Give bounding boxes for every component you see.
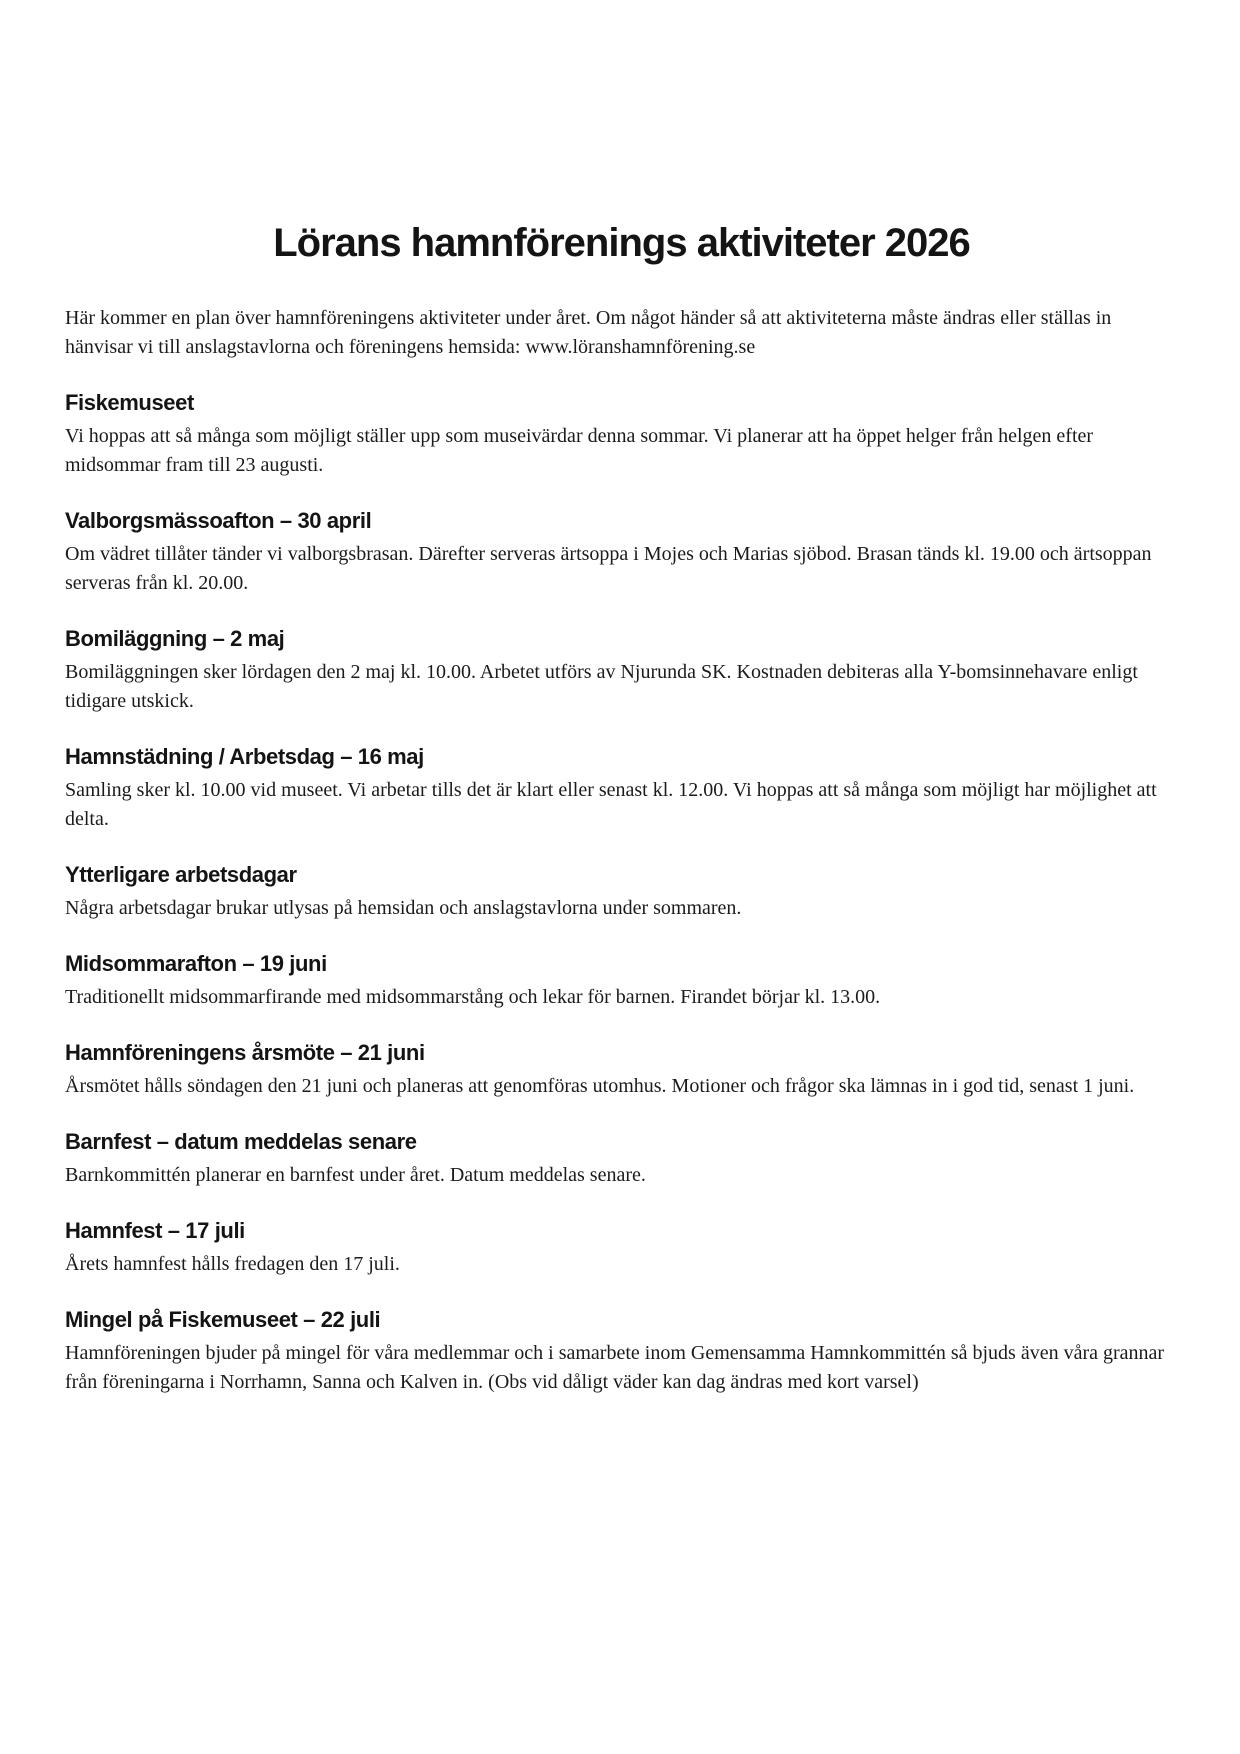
section-body: Hamnföreningen bjuder på mingel för våra medlemmar och i samarbete inom Gemensamma Hamnkommittén så bjuds även våra grannar från föreningarna i Norrhamn, Sanna och Kalven in. (Obs vid dåligt väder kan dag ändras med kort varsel) xyxy=(65,1342,1165,1393)
section-body: Traditionellt midsommarfirande med midsommarstång och lekar för barnen. Firandet börjar kl. 13.00. xyxy=(65,986,881,1008)
section-hamnstadning-arbetsdag xyxy=(65,742,1178,834)
section-body: Barnkommittén planerar en barnfest under året. Datum meddelas senare. xyxy=(65,1164,646,1186)
section-heading: Bomiläggning – 2 maj xyxy=(65,626,285,651)
section-barnfest xyxy=(65,1127,1178,1190)
section-valborgsmassoafton xyxy=(65,506,1178,598)
section-midsommarafton xyxy=(65,949,1178,1012)
section-heading: Ytterligare arbetsdagar xyxy=(65,862,297,887)
page-title: Lörans hamnförenings aktiviteter 2026 xyxy=(273,221,970,265)
section-hamnfest xyxy=(65,1216,1178,1279)
section-body: Bomiläggningen sker lördagen den 2 maj kl. 10.00. Arbetet utförs av Njurunda SK. Kostnaden debiteras alla Y-bomsinnehavare enligt tidigare utskick. xyxy=(65,661,1138,712)
section-body: Samling sker kl. 10.00 vid museet. Vi arbetar tills det är klart eller senast kl. 12.00. Vi hoppas att så många som möjligt har möjlighet att delta. xyxy=(65,779,1157,830)
section-arsmote xyxy=(65,1038,1178,1101)
section-heading: Hamnfest – 17 juli xyxy=(65,1218,245,1243)
section-heading: Barnfest – datum meddelas senare xyxy=(65,1129,417,1154)
section-body: Om vädret tillåter tänder vi valborgsbrasan. Därefter serveras ärtsoppa i Mojes och Marias sjöbod. Brasan tänds kl. 19.00 och ärtsoppan serveras från kl. 20.00. xyxy=(65,543,1152,594)
section-ytterligare-arbetsdagar xyxy=(65,860,1178,923)
section-body: Årets hamnfest hålls fredagen den 17 juli. xyxy=(65,1253,400,1275)
section-fiskemuseet xyxy=(65,388,1178,480)
section-heading: Hamnföreningens årsmöte – 21 juni xyxy=(65,1040,425,1065)
section-mingel-fiskemuseet xyxy=(65,1305,1178,1397)
section-heading: Midsommarafton – 19 juni xyxy=(65,951,327,976)
section-body: Årsmötet hålls söndagen den 21 juni och planeras att genomföras utomhus. Motioner och frågor ska lämnas in i god tid, senast 1 juni. xyxy=(65,1075,1135,1097)
section-heading: Hamnstädning / Arbetsdag – 16 maj xyxy=(65,744,424,769)
section-heading: Valborgsmässoafton – 30 april xyxy=(65,508,372,533)
section-body: Några arbetsdagar brukar utlysas på hemsidan och anslagstavlorna under sommaren. xyxy=(65,897,742,919)
section-bomilaggning xyxy=(65,624,1178,716)
intro-paragraph: Här kommer en plan över hamnföreningens aktiviteter under året. Om något händer så att aktiviteterna måste ändras eller ställas in hänvisar vi till anslagstavlorna och föreningens hemsida: www.löranshamnförening.se xyxy=(65,307,1112,358)
section-heading: Mingel på Fiskemuseet – 22 juli xyxy=(65,1307,381,1332)
section-heading: Fiskemuseet xyxy=(65,390,194,415)
section-body: Vi hoppas att så många som möjligt ställer upp som museivärdar denna sommar. Vi planerar att ha öppet helger från helgen efter midsommar fram till 23 augusti. xyxy=(65,425,1094,476)
